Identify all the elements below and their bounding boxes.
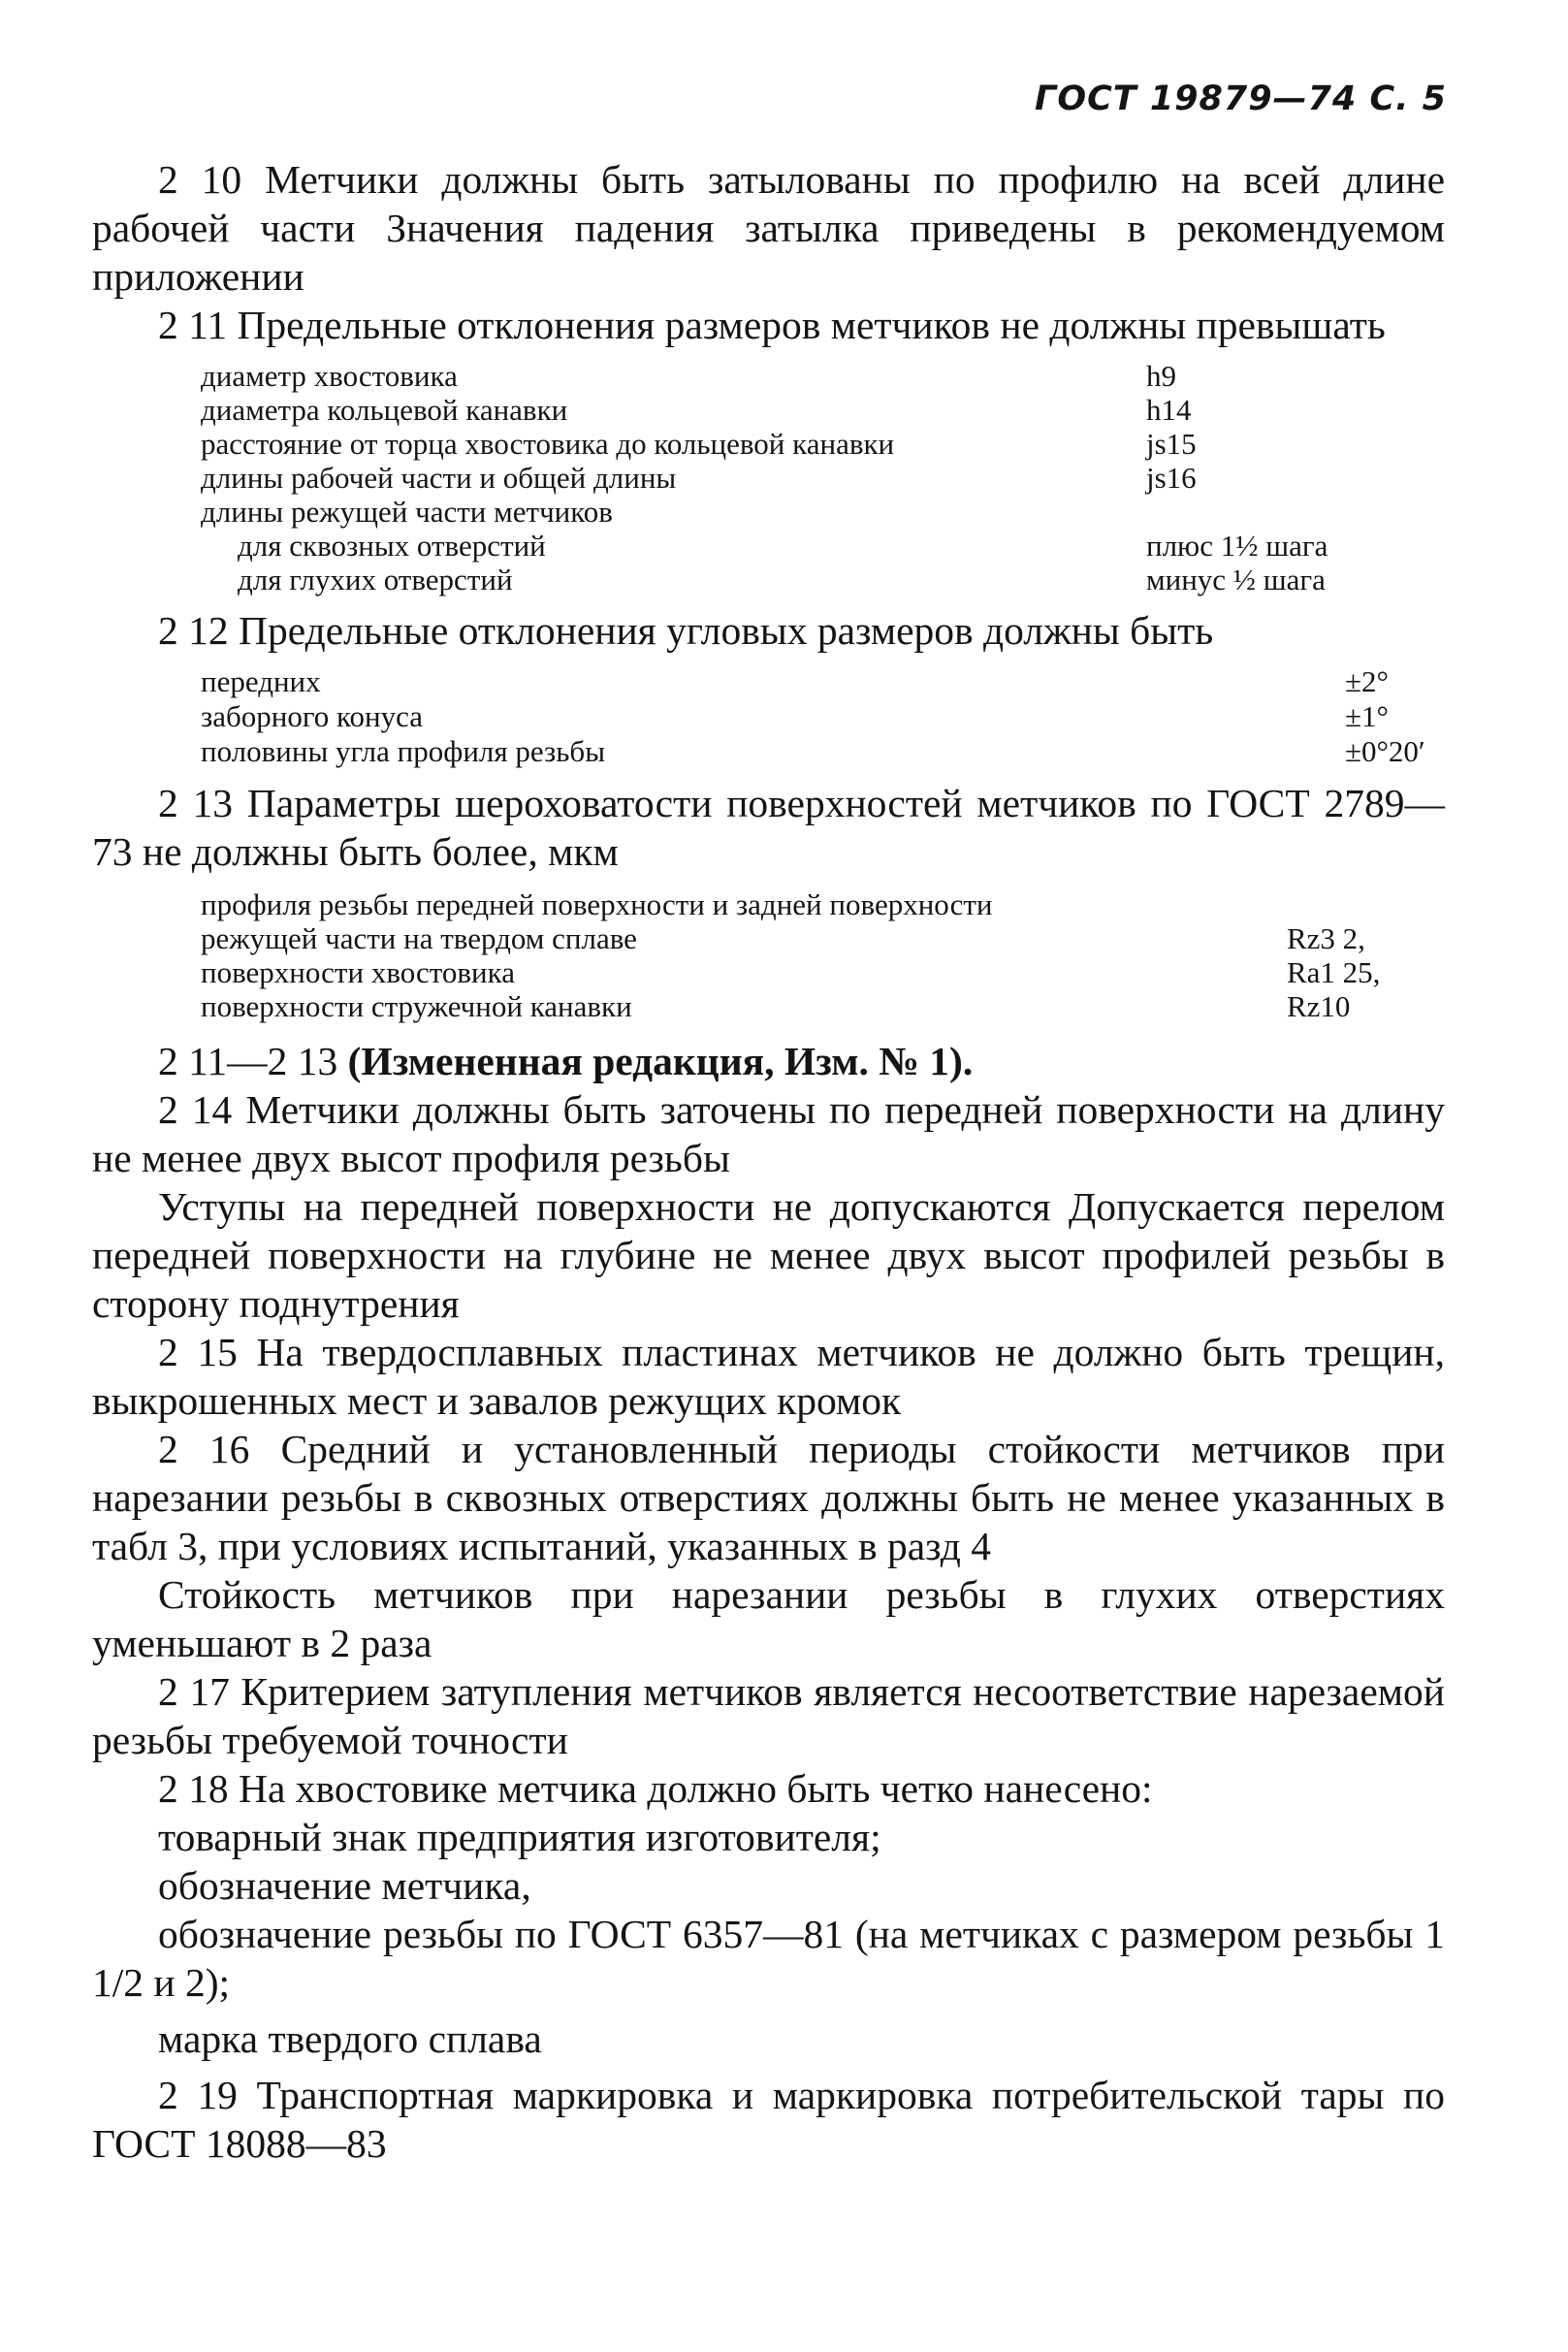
roughness-value: Rz3 2, [1287, 921, 1365, 955]
angle-value: ±2° [1345, 664, 1389, 698]
roughness-row [201, 989, 1403, 1023]
clause-2-14: 2 14 Метчики должны быть заточены по передней поверхности на длину не менее двух высот профиля резьбы [92, 1087, 1445, 1180]
tolerance-value: js16 [1146, 461, 1197, 495]
roughness-row [201, 955, 1403, 989]
marking-item: марка твердого сплава [158, 2016, 542, 2061]
clause-2-11: 2 11 Предельные отклонения размеров метчиков не должны превышать [158, 303, 1386, 347]
angle-row [201, 734, 1432, 769]
clause-2-14-continuation: Уступы на передней поверхности не допускаются Допускается перелом передней поверхности на глубине не менее двух высот профилей резьбы в сторону поднутрения [92, 1184, 1445, 1326]
angle-value: ±0°20′ [1345, 734, 1425, 768]
amendment-note [92, 1037, 1445, 1085]
angle-label: половины угла профиля резьбы [201, 734, 606, 768]
tolerance-label: для глухих отверстий [238, 563, 513, 596]
size-tolerance-list [201, 359, 1403, 596]
roughness-row [201, 921, 1403, 955]
tolerance-row [201, 495, 1403, 529]
roughness-value [1287, 887, 1403, 921]
roughness-value: Ra1 25, [1287, 955, 1381, 989]
clause-2-16: 2 16 Средний и установленный периоды стойкости метчиков при нарезании резьбы в сквозных отверстиях должны быть не менее указанных в табл 3, при условиях испытаний, указанных в разд 4 [92, 1427, 1445, 1568]
roughness-list [201, 887, 1403, 1023]
tolerance-value: плюс 1½ шага [1146, 529, 1328, 563]
angle-label: заборного конуса [201, 699, 424, 733]
tolerance-label: длины рабочей части и общей длины [201, 461, 677, 495]
tolerance-label: для сквозных отверстий [238, 529, 546, 563]
tolerance-value: h14 [1146, 393, 1192, 427]
tolerance-row [201, 427, 1403, 461]
clause-2-19: 2 19 Транспортная маркировка и маркировка потребительской тары по ГОСТ 18088—83 [92, 2073, 1445, 2166]
angle-value: ±1° [1345, 699, 1389, 733]
clause-2-15: 2 15 На твердосплавных пластинах метчиков не должно быть трещин, выкрошенных мест и завалов режущих кромок [92, 1330, 1445, 1423]
angle-label: передних [201, 664, 321, 698]
clause-2-17: 2 17 Критерием затупления метчиков является несоответствие нарезаемой резьбы требуемой точности [92, 1669, 1445, 1762]
roughness-value: Rz10 [1287, 989, 1351, 1023]
angle-row [201, 664, 1432, 699]
roughness-row [201, 887, 1403, 921]
clause-2-12: 2 12 Предельные отклонения угловых размеров должны быть [158, 608, 1214, 653]
tolerance-label: расстояние от торца хвостовика до кольцевой канавки [201, 427, 895, 461]
page-header: ГОСТ 19879—74 С. 5 [1035, 80, 1447, 118]
tolerance-row [201, 563, 1403, 596]
tolerance-row [201, 461, 1403, 495]
tolerance-label: диаметра кольцевой канавки [201, 393, 568, 427]
tolerance-value: h9 [1146, 359, 1176, 393]
document-body [92, 155, 1445, 2168]
roughness-label: поверхности хвостовика [201, 955, 515, 989]
tolerance-label: диаметр хвостовика [201, 359, 458, 393]
tolerance-row [201, 393, 1403, 427]
spacer [92, 2007, 1445, 2014]
marking-item: обозначение резьбы по ГОСТ 6357—81 (на метчиках с размером резьбы 1 1/2 и 2); [92, 1912, 1445, 2005]
clause-2-13: 2 13 Параметры шероховатости поверхностей метчиков по ГОСТ 2789—73 не должны быть более, мкм [92, 781, 1445, 874]
angle-tolerance-list [201, 664, 1432, 769]
marking-item: товарный знак предприятия изготовителя; [158, 1815, 881, 1859]
clause-2-16-continuation: Стойкость метчиков при нарезании резьбы в глухих отверстиях уменьшают в 2 раза [92, 1572, 1445, 1665]
marking-item: обозначение метчика, [158, 1863, 531, 1908]
amendment-note-text: (Измененная редакция, Изм. № 1). [347, 1039, 974, 1083]
tolerance-value [1146, 495, 1403, 529]
angle-row [201, 699, 1432, 734]
tolerance-row [201, 359, 1403, 393]
clause-2-18: 2 18 На хвостовике метчика должно быть четко нанесено: [158, 1766, 1153, 1811]
roughness-label: поверхности стружечной канавки [201, 989, 632, 1023]
tolerance-label: длины режущей части метчиков [201, 495, 613, 529]
clause-2-10: 2 10 Метчики должны быть затылованы по профилю на всей длине рабочей части Значения падения затылка приведены в рекомендуемом приложении [92, 157, 1445, 299]
tolerance-value: минус ½ шага [1146, 563, 1326, 596]
amendment-clause-range: 2 11—2 13 [158, 1039, 338, 1083]
tolerance-row [201, 529, 1403, 563]
roughness-label: профиля резьбы передней поверхности и задней поверхности [201, 887, 993, 921]
tolerance-value: js15 [1146, 427, 1197, 461]
spacer [92, 2063, 1445, 2071]
roughness-label: режущей части на твердом сплаве [201, 921, 637, 955]
